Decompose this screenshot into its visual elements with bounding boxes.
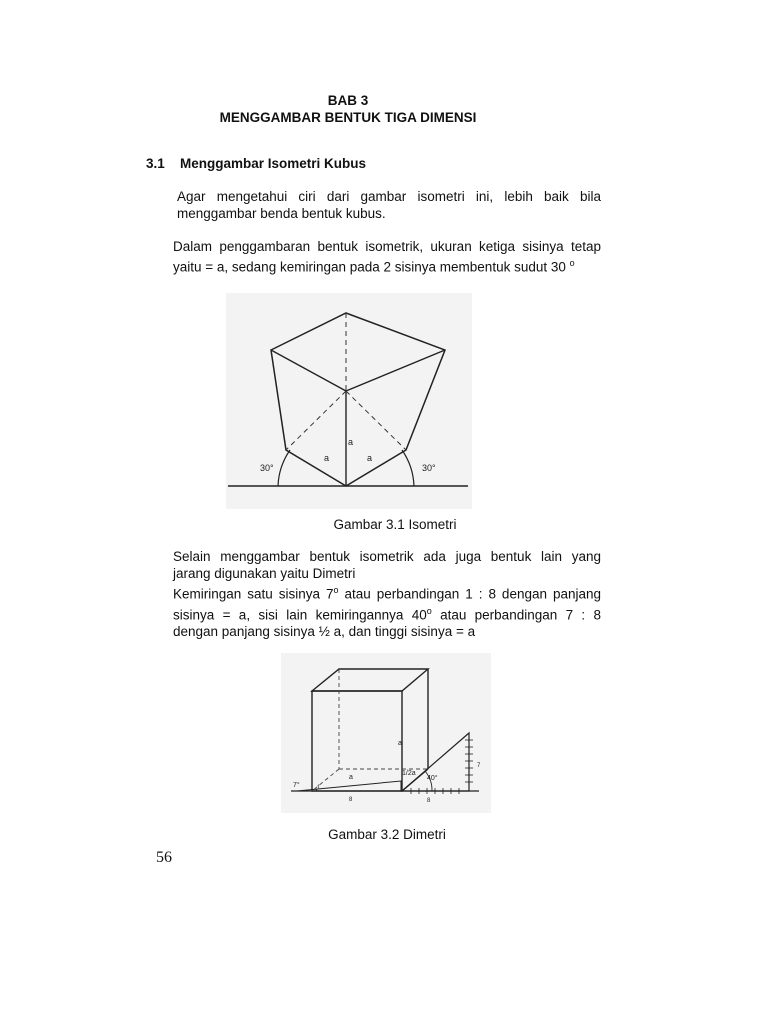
isometric-paragraph <box>173 238 601 276</box>
hidden-edge-left <box>286 391 346 450</box>
label-eight-left: 8 <box>349 797 353 803</box>
label-seven: 7 <box>477 763 481 769</box>
figure2-caption: Gambar 3.2 Dimetri <box>328 827 446 842</box>
intro-line-2: menggambar benda bentuk kubus. <box>177 206 386 221</box>
cube-outline <box>271 313 445 486</box>
dim-line-1: Selain menggambar bentuk isometrik ada juga bentuk lain yang <box>173 549 601 564</box>
angle-label-left: 30° <box>260 463 274 473</box>
dim-line-4: sisinya = a, sisi lain kemiringannya 40$^o$ atau perbandingan 7 : 8 <box>173 605 601 622</box>
triangle-40deg <box>402 733 469 791</box>
isometric-cube-drawing <box>226 293 472 509</box>
dimetric-paragraph <box>173 548 601 640</box>
edge-label-center: a <box>348 437 354 447</box>
hidden-edge-right <box>346 391 406 450</box>
section-number: 3.1 <box>146 156 165 171</box>
dimetric-cube-drawing <box>281 653 491 813</box>
section-heading <box>146 156 366 171</box>
figure-dimetric-cube <box>281 653 491 813</box>
section-title: Menggambar Isometri Kubus <box>180 156 367 171</box>
chapter-label: BAB 3 <box>327 93 369 108</box>
label-height-a: a <box>398 740 402 747</box>
label-angle-7: 7° <box>293 782 300 789</box>
figure1-caption: Gambar 3.1 Isometri <box>333 517 457 532</box>
figure-isometric-cube <box>226 293 472 509</box>
triangle-ticks <box>411 740 473 794</box>
intro-paragraph <box>177 188 601 222</box>
iso-line-1: Dalam penggambaran bentuk isometrik, ukuran ketiga sisinya tetap <box>173 239 601 254</box>
intro-line-1: Agar mengetahui ciri dari gambar isometri ini, lebih baik bila <box>177 189 601 204</box>
page-number: 56 <box>156 849 172 866</box>
dim-line-5: dengan panjang sisinya ½ a, dan tinggi sisinya = a <box>173 624 476 639</box>
label-eight-right: 8 <box>427 798 431 804</box>
angle-arc-left <box>278 450 290 486</box>
label-angle-40: 40° <box>427 775 438 782</box>
top-face <box>312 669 428 691</box>
dim-line-2: jarang digunakan yaitu Dimetri <box>173 566 356 581</box>
front-face <box>312 691 402 791</box>
dim-line-3: Kemiringan satu sisinya 7$^o$ atau perbandingan 1 : 8 dengan panjang <box>173 585 601 602</box>
angle-label-right: 30° <box>422 463 436 473</box>
edge-label-right: a <box>367 453 373 463</box>
label-one: 1 <box>317 785 321 791</box>
top-face-edge-right <box>346 350 445 391</box>
iso-line-2: yaitu = a, sedang kemiringan pada 2 sisinya membentuk sudut 30 <box>173 259 566 275</box>
label-base-a: a <box>349 774 353 781</box>
label-half-a: 1/2a <box>402 770 416 777</box>
chapter-title: MENGGAMBAR BENTUK TIGA DIMENSI <box>219 110 477 125</box>
iso-degree-mark: o <box>569 258 575 268</box>
edge-label-left: a <box>324 453 330 463</box>
top-face-edge-left <box>271 350 346 391</box>
angle-arc-right <box>402 450 414 486</box>
